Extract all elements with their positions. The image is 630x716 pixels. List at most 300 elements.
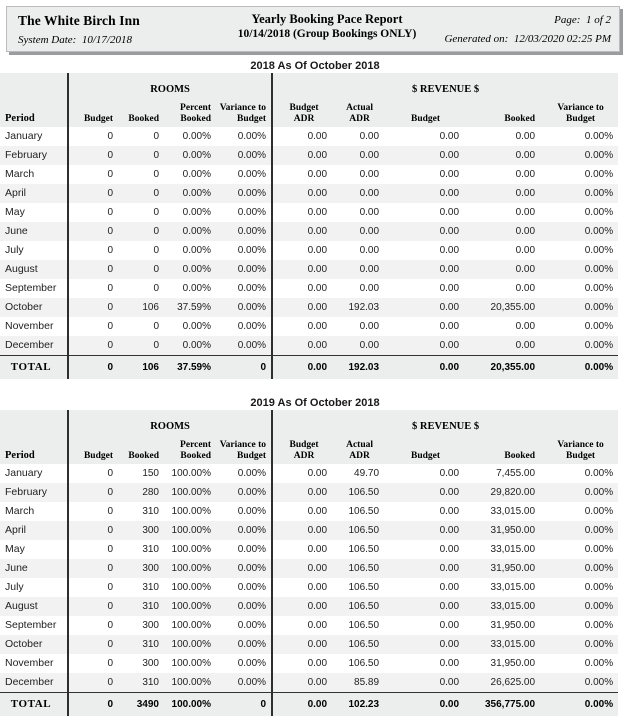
cell-revenue-booked: 0.00	[464, 127, 540, 146]
cell-revenue-variance: 0.00%	[540, 184, 618, 203]
cell-actual-adr: 106.50	[332, 559, 384, 578]
col-header-rooms-budget: Budget	[68, 435, 118, 464]
cell-revenue-budget: 0.00	[384, 127, 464, 146]
generated-label: Generated on:	[444, 33, 508, 45]
cell-actual-adr: 0.00	[332, 317, 384, 336]
cell-revenue-budget: 0.00	[384, 483, 464, 502]
cell-percent-booked: 0.00%	[164, 146, 216, 165]
cell-period: April	[0, 184, 68, 203]
group-header-rooms: ROOMS	[68, 410, 272, 435]
cell-budget-adr: 0.00	[272, 184, 332, 203]
table-row	[0, 279, 618, 298]
cell-revenue-budget: 0.00	[384, 540, 464, 559]
total-cell-revenue-variance: 0.00%	[540, 693, 618, 716]
cell-rooms-variance: 0.00%	[216, 165, 272, 184]
cell-budget-adr: 0.00	[272, 559, 332, 578]
cell-actual-adr: 0.00	[332, 203, 384, 222]
cell-revenue-booked: 0.00	[464, 165, 540, 184]
cell-budget-adr: 0.00	[272, 521, 332, 540]
cell-rooms-booked: 310	[118, 597, 164, 616]
cell-actual-adr: 106.50	[332, 521, 384, 540]
cell-percent-booked: 0.00%	[164, 279, 216, 298]
cell-revenue-booked: 33,015.00	[464, 635, 540, 654]
cell-rooms-budget: 0	[68, 502, 118, 521]
cell-actual-adr: 0.00	[332, 260, 384, 279]
generated-on	[281, 29, 611, 49]
table-head	[0, 410, 618, 464]
cell-rooms-booked: 310	[118, 502, 164, 521]
cell-period: February	[0, 483, 68, 502]
table-row	[0, 483, 618, 502]
cell-revenue-variance: 0.00%	[540, 127, 618, 146]
cell-revenue-variance: 0.00%	[540, 146, 618, 165]
cell-revenue-budget: 0.00	[384, 673, 464, 693]
col-header-revenue-variance-line2: Budget	[566, 114, 595, 124]
cell-revenue-budget: 0.00	[384, 521, 464, 540]
cell-percent-booked: 100.00%	[164, 464, 216, 483]
cell-revenue-budget: 0.00	[384, 279, 464, 298]
cell-rooms-booked: 0	[118, 222, 164, 241]
cell-percent-booked: 100.00%	[164, 483, 216, 502]
cell-revenue-budget: 0.00	[384, 502, 464, 521]
cell-rooms-variance: 0.00%	[216, 464, 272, 483]
cell-revenue-booked: 33,015.00	[464, 502, 540, 521]
cell-percent-booked: 0.00%	[164, 127, 216, 146]
col-header-budget-adr	[272, 98, 332, 127]
cell-actual-adr: 106.50	[332, 483, 384, 502]
cell-rooms-budget: 0	[68, 279, 118, 298]
cell-revenue-variance: 0.00%	[540, 559, 618, 578]
col-header-actual-adr	[332, 435, 384, 464]
col-header-actual-adr-line2: ADR	[349, 451, 370, 461]
cell-revenue-budget: 0.00	[384, 635, 464, 654]
generated-value: 12/03/2020 02:25 PM	[514, 33, 611, 45]
report-page-header	[6, 6, 620, 52]
cell-rooms-variance: 0.00%	[216, 184, 272, 203]
cell-percent-booked: 0.00%	[164, 317, 216, 336]
cell-rooms-variance: 0.00%	[216, 673, 272, 693]
col-header-revenue-budget: Budget	[384, 98, 464, 127]
cell-actual-adr: 85.89	[332, 673, 384, 693]
col-header-rooms-booked: Booked	[118, 435, 164, 464]
col-header-percent-booked	[164, 435, 216, 464]
cell-percent-booked: 0.00%	[164, 203, 216, 222]
cell-revenue-booked: 0.00	[464, 241, 540, 260]
cell-rooms-variance: 0.00%	[216, 616, 272, 635]
col-header-revenue-booked: Booked	[464, 98, 540, 127]
cell-rooms-variance: 0.00%	[216, 146, 272, 165]
cell-budget-adr: 0.00	[272, 203, 332, 222]
cell-rooms-budget: 0	[68, 673, 118, 693]
report-title: Yearly Booking Pace Report	[167, 11, 487, 27]
cell-period: May	[0, 203, 68, 222]
cell-rooms-booked: 0	[118, 279, 164, 298]
cell-revenue-booked: 33,015.00	[464, 578, 540, 597]
cell-rooms-booked: 0	[118, 336, 164, 356]
cell-revenue-booked: 0.00	[464, 146, 540, 165]
cell-rooms-booked: 300	[118, 654, 164, 673]
cell-budget-adr: 0.00	[272, 483, 332, 502]
cell-revenue-variance: 0.00%	[540, 203, 618, 222]
total-cell-period: TOTAL	[0, 693, 68, 716]
total-cell-revenue-booked: 20,355.00	[464, 356, 540, 380]
cell-revenue-budget: 0.00	[384, 317, 464, 336]
cell-revenue-variance: 0.00%	[540, 260, 618, 279]
cell-period: September	[0, 616, 68, 635]
cell-revenue-booked: 29,820.00	[464, 483, 540, 502]
cell-revenue-booked: 0.00	[464, 279, 540, 298]
cell-actual-adr: 0.00	[332, 222, 384, 241]
col-header-actual-adr-line1: Actual	[346, 103, 373, 113]
cell-budget-adr: 0.00	[272, 222, 332, 241]
cell-revenue-booked: 33,015.00	[464, 597, 540, 616]
cell-revenue-budget: 0.00	[384, 597, 464, 616]
cell-rooms-budget: 0	[68, 654, 118, 673]
cell-rooms-variance: 0.00%	[216, 241, 272, 260]
cell-rooms-budget: 0	[68, 559, 118, 578]
cell-budget-adr: 0.00	[272, 317, 332, 336]
cell-period: November	[0, 654, 68, 673]
cell-budget-adr: 0.00	[272, 298, 332, 317]
cell-rooms-booked: 150	[118, 464, 164, 483]
cell-revenue-variance: 0.00%	[540, 502, 618, 521]
total-cell-revenue-booked: 356,775.00	[464, 693, 540, 716]
cell-actual-adr: 106.50	[332, 502, 384, 521]
section-title: 2018 As Of October 2018	[0, 60, 630, 73]
table-total-row	[0, 356, 618, 380]
table-head	[0, 73, 618, 127]
cell-rooms-variance: 0.00%	[216, 483, 272, 502]
cell-rooms-budget: 0	[68, 635, 118, 654]
cell-revenue-variance: 0.00%	[540, 597, 618, 616]
col-header-actual-adr-line2: ADR	[349, 114, 370, 124]
col-header-revenue-budget: Budget	[384, 435, 464, 464]
cell-revenue-variance: 0.00%	[540, 540, 618, 559]
cell-period: December	[0, 673, 68, 693]
cell-rooms-budget: 0	[68, 298, 118, 317]
cell-budget-adr: 0.00	[272, 279, 332, 298]
cell-rooms-booked: 0	[118, 165, 164, 184]
cell-revenue-variance: 0.00%	[540, 483, 618, 502]
col-header-budget-adr-line2: ADR	[294, 451, 315, 461]
table-row	[0, 127, 618, 146]
col-header-rooms-variance-line2: Budget	[237, 114, 266, 124]
group-header-revenue: $ REVENUE $	[272, 410, 618, 435]
cell-budget-adr: 0.00	[272, 597, 332, 616]
group-header-revenue: $ REVENUE $	[272, 73, 618, 98]
cell-period: February	[0, 146, 68, 165]
col-header-percent-booked-line1: Percent	[180, 103, 211, 113]
section-gap	[0, 379, 630, 397]
total-cell-budget-adr: 0.00	[272, 356, 332, 380]
cell-rooms-variance: 0.00%	[216, 654, 272, 673]
group-header-row	[0, 73, 618, 98]
table-row	[0, 654, 618, 673]
cell-revenue-budget: 0.00	[384, 165, 464, 184]
cell-period: September	[0, 279, 68, 298]
cell-rooms-budget: 0	[68, 241, 118, 260]
cell-rooms-variance: 0.00%	[216, 279, 272, 298]
col-header-rooms-variance-line2: Budget	[237, 451, 266, 461]
cell-actual-adr: 0.00	[332, 165, 384, 184]
cell-actual-adr: 0.00	[332, 279, 384, 298]
table-row	[0, 298, 618, 317]
cell-percent-booked: 0.00%	[164, 184, 216, 203]
cell-percent-booked: 100.00%	[164, 654, 216, 673]
cell-revenue-booked: 0.00	[464, 336, 540, 356]
report-section-2	[0, 397, 630, 716]
cell-revenue-variance: 0.00%	[540, 298, 618, 317]
page-value: 1 of 2	[586, 14, 611, 26]
group-header-row	[0, 410, 618, 435]
col-header-budget-adr-line2: ADR	[294, 114, 315, 124]
table-row	[0, 673, 618, 693]
page-number	[281, 11, 611, 29]
cell-budget-adr: 0.00	[272, 127, 332, 146]
cell-revenue-variance: 0.00%	[540, 464, 618, 483]
system-date-value: 10/17/2018	[82, 34, 132, 46]
cell-rooms-booked: 0	[118, 184, 164, 203]
col-header-percent-booked-line2: Booked	[180, 451, 211, 461]
cell-revenue-booked: 0.00	[464, 184, 540, 203]
cell-budget-adr: 0.00	[272, 673, 332, 693]
cell-revenue-budget: 0.00	[384, 260, 464, 279]
cell-budget-adr: 0.00	[272, 464, 332, 483]
col-header-rooms-budget: Budget	[68, 98, 118, 127]
cell-revenue-booked: 31,950.00	[464, 559, 540, 578]
cell-percent-booked: 100.00%	[164, 635, 216, 654]
table-row	[0, 146, 618, 165]
cell-rooms-booked: 300	[118, 521, 164, 540]
total-cell-revenue-variance: 0.00%	[540, 356, 618, 380]
cell-actual-adr: 0.00	[332, 184, 384, 203]
cell-percent-booked: 100.00%	[164, 578, 216, 597]
pace-table	[0, 410, 618, 716]
table-row	[0, 521, 618, 540]
cell-rooms-booked: 0	[118, 203, 164, 222]
cell-rooms-budget: 0	[68, 597, 118, 616]
table-row	[0, 635, 618, 654]
group-header-blank	[0, 73, 68, 98]
cell-percent-booked: 0.00%	[164, 336, 216, 356]
col-header-revenue-variance-line1: Variance to	[557, 440, 603, 450]
cell-revenue-variance: 0.00%	[540, 616, 618, 635]
cell-period: November	[0, 317, 68, 336]
cell-actual-adr: 106.50	[332, 616, 384, 635]
cell-rooms-variance: 0.00%	[216, 260, 272, 279]
cell-revenue-variance: 0.00%	[540, 279, 618, 298]
cell-rooms-variance: 0.00%	[216, 317, 272, 336]
cell-actual-adr: 192.03	[332, 298, 384, 317]
cell-revenue-booked: 0.00	[464, 203, 540, 222]
cell-period: June	[0, 222, 68, 241]
cell-rooms-budget: 0	[68, 260, 118, 279]
col-header-budget-adr	[272, 435, 332, 464]
cell-revenue-booked: 31,950.00	[464, 616, 540, 635]
cell-budget-adr: 0.00	[272, 635, 332, 654]
cell-actual-adr: 106.50	[332, 540, 384, 559]
table-row	[0, 616, 618, 635]
total-cell-actual-adr: 192.03	[332, 356, 384, 380]
col-header-revenue-booked: Booked	[464, 435, 540, 464]
cell-period: August	[0, 597, 68, 616]
total-cell-rooms-booked: 106	[118, 356, 164, 380]
cell-rooms-variance: 0.00%	[216, 336, 272, 356]
cell-rooms-variance: 0.00%	[216, 597, 272, 616]
cell-budget-adr: 0.00	[272, 165, 332, 184]
cell-revenue-budget: 0.00	[384, 222, 464, 241]
total-cell-period: TOTAL	[0, 356, 68, 380]
table-row	[0, 336, 618, 356]
total-cell-percent-booked: 100.00%	[164, 693, 216, 716]
cell-rooms-budget: 0	[68, 336, 118, 356]
col-header-actual-adr	[332, 98, 384, 127]
col-header-period: Period	[0, 98, 68, 127]
cell-rooms-variance: 0.00%	[216, 521, 272, 540]
cell-rooms-variance: 0.00%	[216, 203, 272, 222]
cell-period: October	[0, 635, 68, 654]
cell-revenue-booked: 7,455.00	[464, 464, 540, 483]
cell-rooms-variance: 0.00%	[216, 635, 272, 654]
cell-rooms-variance: 0.00%	[216, 559, 272, 578]
cell-revenue-booked: 31,950.00	[464, 654, 540, 673]
cell-rooms-budget: 0	[68, 127, 118, 146]
col-header-budget-adr-line1: Budget	[290, 440, 319, 450]
cell-period: January	[0, 464, 68, 483]
report-section-1	[0, 60, 630, 379]
column-header-row	[0, 98, 618, 127]
cell-revenue-budget: 0.00	[384, 559, 464, 578]
cell-revenue-budget: 0.00	[384, 241, 464, 260]
cell-rooms-booked: 0	[118, 260, 164, 279]
total-cell-rooms-budget: 0	[68, 356, 118, 380]
table-row	[0, 260, 618, 279]
cell-rooms-booked: 280	[118, 483, 164, 502]
cell-actual-adr: 106.50	[332, 654, 384, 673]
group-header-rooms: ROOMS	[68, 73, 272, 98]
cell-period: June	[0, 559, 68, 578]
cell-budget-adr: 0.00	[272, 654, 332, 673]
cell-percent-booked: 100.00%	[164, 673, 216, 693]
cell-revenue-budget: 0.00	[384, 578, 464, 597]
property-name: The White Birch Inn	[18, 11, 248, 30]
col-header-percent-booked-line1: Percent	[180, 440, 211, 450]
table-row	[0, 578, 618, 597]
cell-budget-adr: 0.00	[272, 146, 332, 165]
cell-rooms-variance: 0.00%	[216, 222, 272, 241]
table-row	[0, 559, 618, 578]
table-body	[0, 464, 618, 716]
cell-budget-adr: 0.00	[272, 616, 332, 635]
col-header-rooms-variance	[216, 98, 272, 127]
cell-revenue-variance: 0.00%	[540, 336, 618, 356]
col-header-rooms-variance-line1: Variance to	[220, 440, 266, 450]
col-header-rooms-variance	[216, 435, 272, 464]
cell-budget-adr: 0.00	[272, 336, 332, 356]
cell-revenue-variance: 0.00%	[540, 521, 618, 540]
total-cell-rooms-variance: 0	[216, 356, 272, 380]
cell-rooms-variance: 0.00%	[216, 127, 272, 146]
table-row	[0, 317, 618, 336]
cell-percent-booked: 100.00%	[164, 597, 216, 616]
header-right-block	[281, 11, 611, 49]
table-total-row	[0, 693, 618, 716]
cell-revenue-booked: 33,015.00	[464, 540, 540, 559]
cell-rooms-budget: 0	[68, 317, 118, 336]
total-cell-rooms-booked: 3490	[118, 693, 164, 716]
cell-budget-adr: 0.00	[272, 540, 332, 559]
system-date-label: System Date:	[18, 34, 76, 46]
cell-rooms-booked: 0	[118, 241, 164, 260]
cell-revenue-booked: 0.00	[464, 317, 540, 336]
cell-revenue-variance: 0.00%	[540, 165, 618, 184]
section-title: 2019 As Of October 2018	[0, 397, 630, 410]
cell-revenue-booked: 0.00	[464, 222, 540, 241]
cell-revenue-budget: 0.00	[384, 146, 464, 165]
cell-revenue-budget: 0.00	[384, 336, 464, 356]
cell-actual-adr: 0.00	[332, 336, 384, 356]
table-row	[0, 597, 618, 616]
cell-period: July	[0, 241, 68, 260]
cell-period: August	[0, 260, 68, 279]
table-row	[0, 203, 618, 222]
col-header-budget-adr-line1: Budget	[290, 103, 319, 113]
cell-period: March	[0, 502, 68, 521]
cell-rooms-booked: 310	[118, 673, 164, 693]
cell-revenue-budget: 0.00	[384, 203, 464, 222]
cell-revenue-budget: 0.00	[384, 654, 464, 673]
cell-actual-adr: 0.00	[332, 127, 384, 146]
cell-percent-booked: 100.00%	[164, 616, 216, 635]
total-cell-revenue-budget: 0.00	[384, 693, 464, 716]
cell-rooms-budget: 0	[68, 222, 118, 241]
cell-period: March	[0, 165, 68, 184]
cell-rooms-booked: 310	[118, 540, 164, 559]
cell-period: January	[0, 127, 68, 146]
table-row	[0, 464, 618, 483]
cell-percent-booked: 100.00%	[164, 540, 216, 559]
total-cell-revenue-budget: 0.00	[384, 356, 464, 380]
cell-budget-adr: 0.00	[272, 502, 332, 521]
col-header-percent-booked	[164, 98, 216, 127]
cell-rooms-booked: 300	[118, 616, 164, 635]
cell-actual-adr: 106.50	[332, 578, 384, 597]
cell-percent-booked: 100.00%	[164, 502, 216, 521]
cell-period: December	[0, 336, 68, 356]
cell-period: May	[0, 540, 68, 559]
cell-rooms-variance: 0.00%	[216, 578, 272, 597]
cell-rooms-budget: 0	[68, 616, 118, 635]
col-header-rooms-variance-line1: Variance to	[220, 103, 266, 113]
cell-percent-booked: 37.59%	[164, 298, 216, 317]
total-cell-rooms-variance: 0	[216, 693, 272, 716]
column-header-row	[0, 435, 618, 464]
table-row	[0, 540, 618, 559]
header-gap	[0, 52, 630, 60]
table-row	[0, 184, 618, 203]
cell-percent-booked: 100.00%	[164, 559, 216, 578]
table-row	[0, 165, 618, 184]
cell-rooms-budget: 0	[68, 483, 118, 502]
cell-actual-adr: 0.00	[332, 241, 384, 260]
cell-revenue-budget: 0.00	[384, 184, 464, 203]
cell-rooms-booked: 310	[118, 635, 164, 654]
cell-revenue-budget: 0.00	[384, 464, 464, 483]
table-body	[0, 127, 618, 379]
cell-rooms-budget: 0	[68, 184, 118, 203]
cell-revenue-booked: 0.00	[464, 260, 540, 279]
col-header-actual-adr-line1: Actual	[346, 440, 373, 450]
